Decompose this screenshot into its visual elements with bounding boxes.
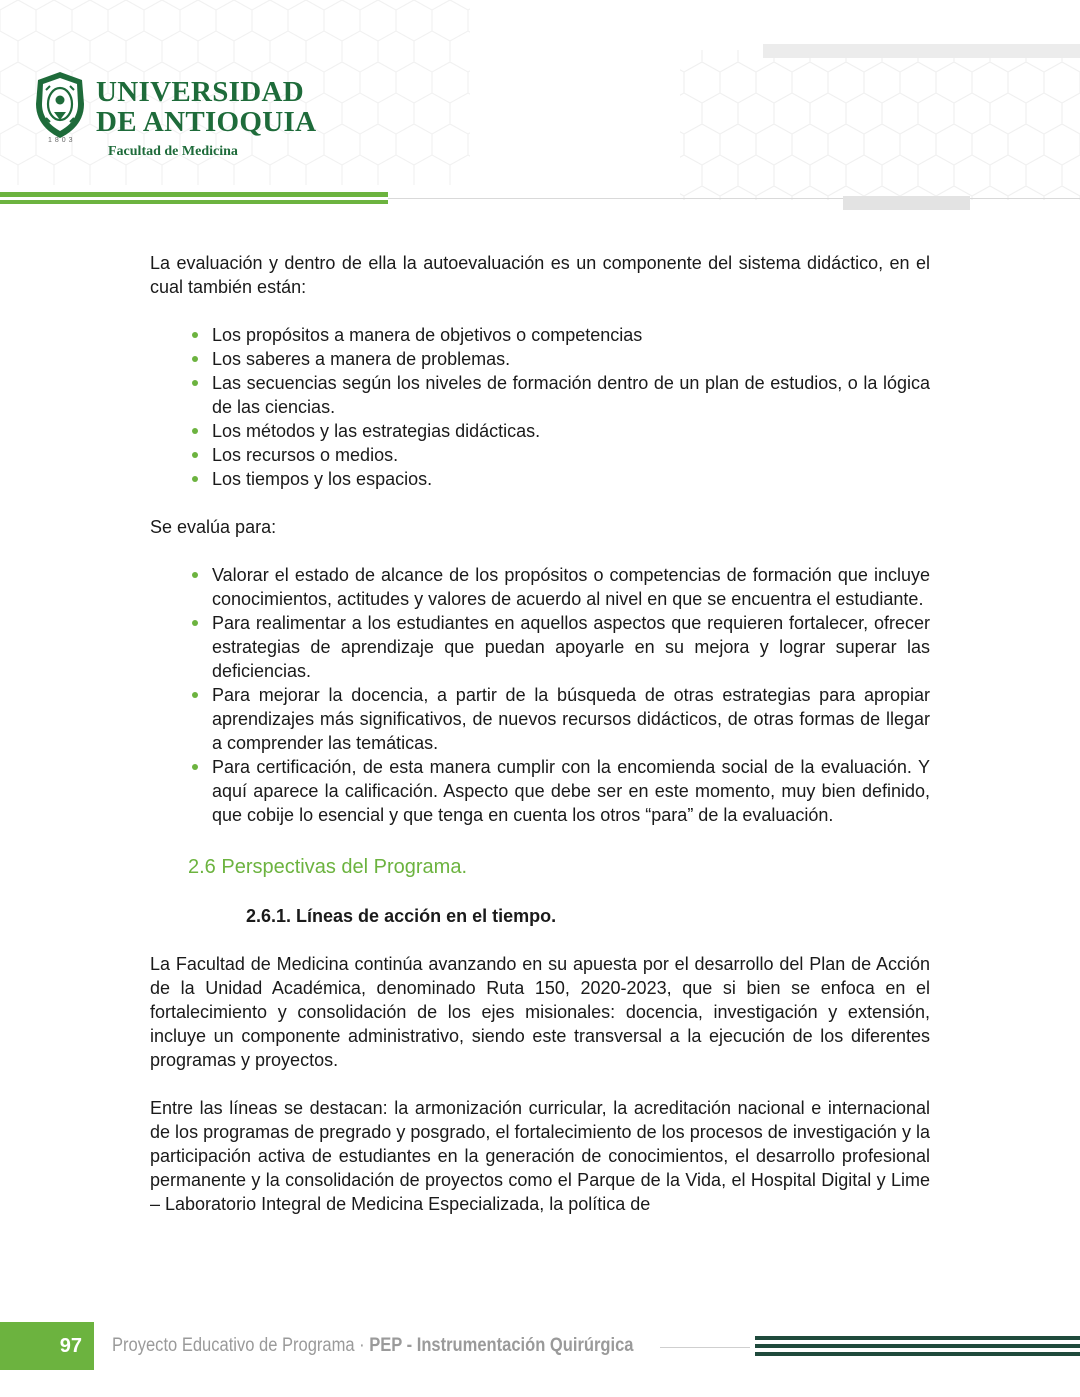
page-number: 97 <box>0 1322 94 1370</box>
footer-title <box>112 1335 633 1357</box>
list-item: Valorar el estado de alcance de los propósitos o competencias de formación que incluye conocimientos, actitudes y valores de acuerdo al nivel en que se encuentra el estudiante. <box>212 565 930 609</box>
paragraph-lineas: Entre las líneas se destacan: la armonización curricular, la acreditación nacional e internacional de los programas de pregrado y posgrado, el fortalecimiento de los procesos de investigación y la participación activa de estudiantes en la generación de conocimientos, el desarrollo profesional permanente y la consolidación de proyectos como el Parque de la Vida, el Hospital Digital y Lime – Laboratorio Integral de Medicina Especializada, la política de <box>150 1098 930 1214</box>
se-evalua-label: Se evalúa para: <box>150 517 277 537</box>
list-item: Las secuencias según los niveles de formación dentro de un plan de estudios, o la lógica de las ciencias. <box>212 373 930 417</box>
list-item: Para realimentar a los estudiantes en aquellos aspectos que requieren fortalecer, ofrecer estrategias de aprendizaje que puedan apoyarle en su mejora y lograr superar las deficiencias. <box>212 613 930 681</box>
list-item: Los propósitos a manera de objetivos o competencias <box>212 323 930 347</box>
list-item: Para mejorar la docencia, a partir de la búsqueda de otras estrategias para apropiar aprendizajes más significativos, de nuevos recursos didácticos, de otras formas de llegar a comprender las temáticas. <box>212 685 930 753</box>
header-green-bar <box>0 192 388 197</box>
footer-stripes <box>755 1336 1080 1356</box>
university-seal-icon <box>32 70 88 140</box>
faculty-name: Facultad de Medicina <box>108 144 238 159</box>
footer-title-part2: PEP - Instrumentación Quirúrgica <box>369 1335 634 1356</box>
paragraph-ruta-150: La Facultad de Medicina continúa avanzando en su apuesta por el desarrollo del Plan de Acción de la Unidad Académica, denominado Ruta 150, 2020-2023, que si bien se enfoca en el fortalecimiento y consolidación de los ejes misionales: docencia, investigación y extensión, incluye un componente administrativo, siendo este transversal a la ejecución de los diferentes programas y proyectos. <box>150 954 930 1070</box>
list-item: Los recursos o medios. <box>212 443 930 467</box>
list-item: Los métodos y las estrategias didácticas. <box>212 419 930 443</box>
header-grey-band <box>763 44 1080 58</box>
evaluation-purposes-list <box>150 563 930 827</box>
list-item: Para certificación, de esta manera cumplir con la encomienda social de la evaluación. Y aquí aparece la calificación. Aspecto que debe ser en este momento, muy bien definido, que cobije lo esencial y que tenga en cuenta los otros “para” de la evaluación. <box>212 757 930 825</box>
header-divider-line <box>388 198 1080 199</box>
footer-divider-line <box>660 1347 750 1348</box>
intro-paragraph: La evaluación y dentro de ella la autoevaluación es un componente del sistema didáctico, en el cual también están: <box>150 253 930 297</box>
didactic-components-list <box>150 323 930 491</box>
header-green-bar-thin <box>0 200 388 204</box>
list-item: Los tiempos y los espacios. <box>212 467 930 491</box>
seal-year: 1803 <box>48 137 76 144</box>
footer-title-part1: Proyecto Educativo de Programa · <box>112 1335 370 1356</box>
subsection-heading-2-6-1: 2.6.1. Líneas de acción en el tiempo. <box>246 906 557 926</box>
header-grey-tab <box>843 196 970 210</box>
university-name-line1: UNIVERSIDAD <box>96 76 304 108</box>
page-content <box>150 251 930 1216</box>
list-item: Los saberes a manera de problemas. <box>212 347 930 371</box>
section-heading-2-6: 2.6 Perspectivas del Programa. <box>188 856 468 878</box>
university-name-line2: DE ANTIOQUIA <box>96 106 317 138</box>
